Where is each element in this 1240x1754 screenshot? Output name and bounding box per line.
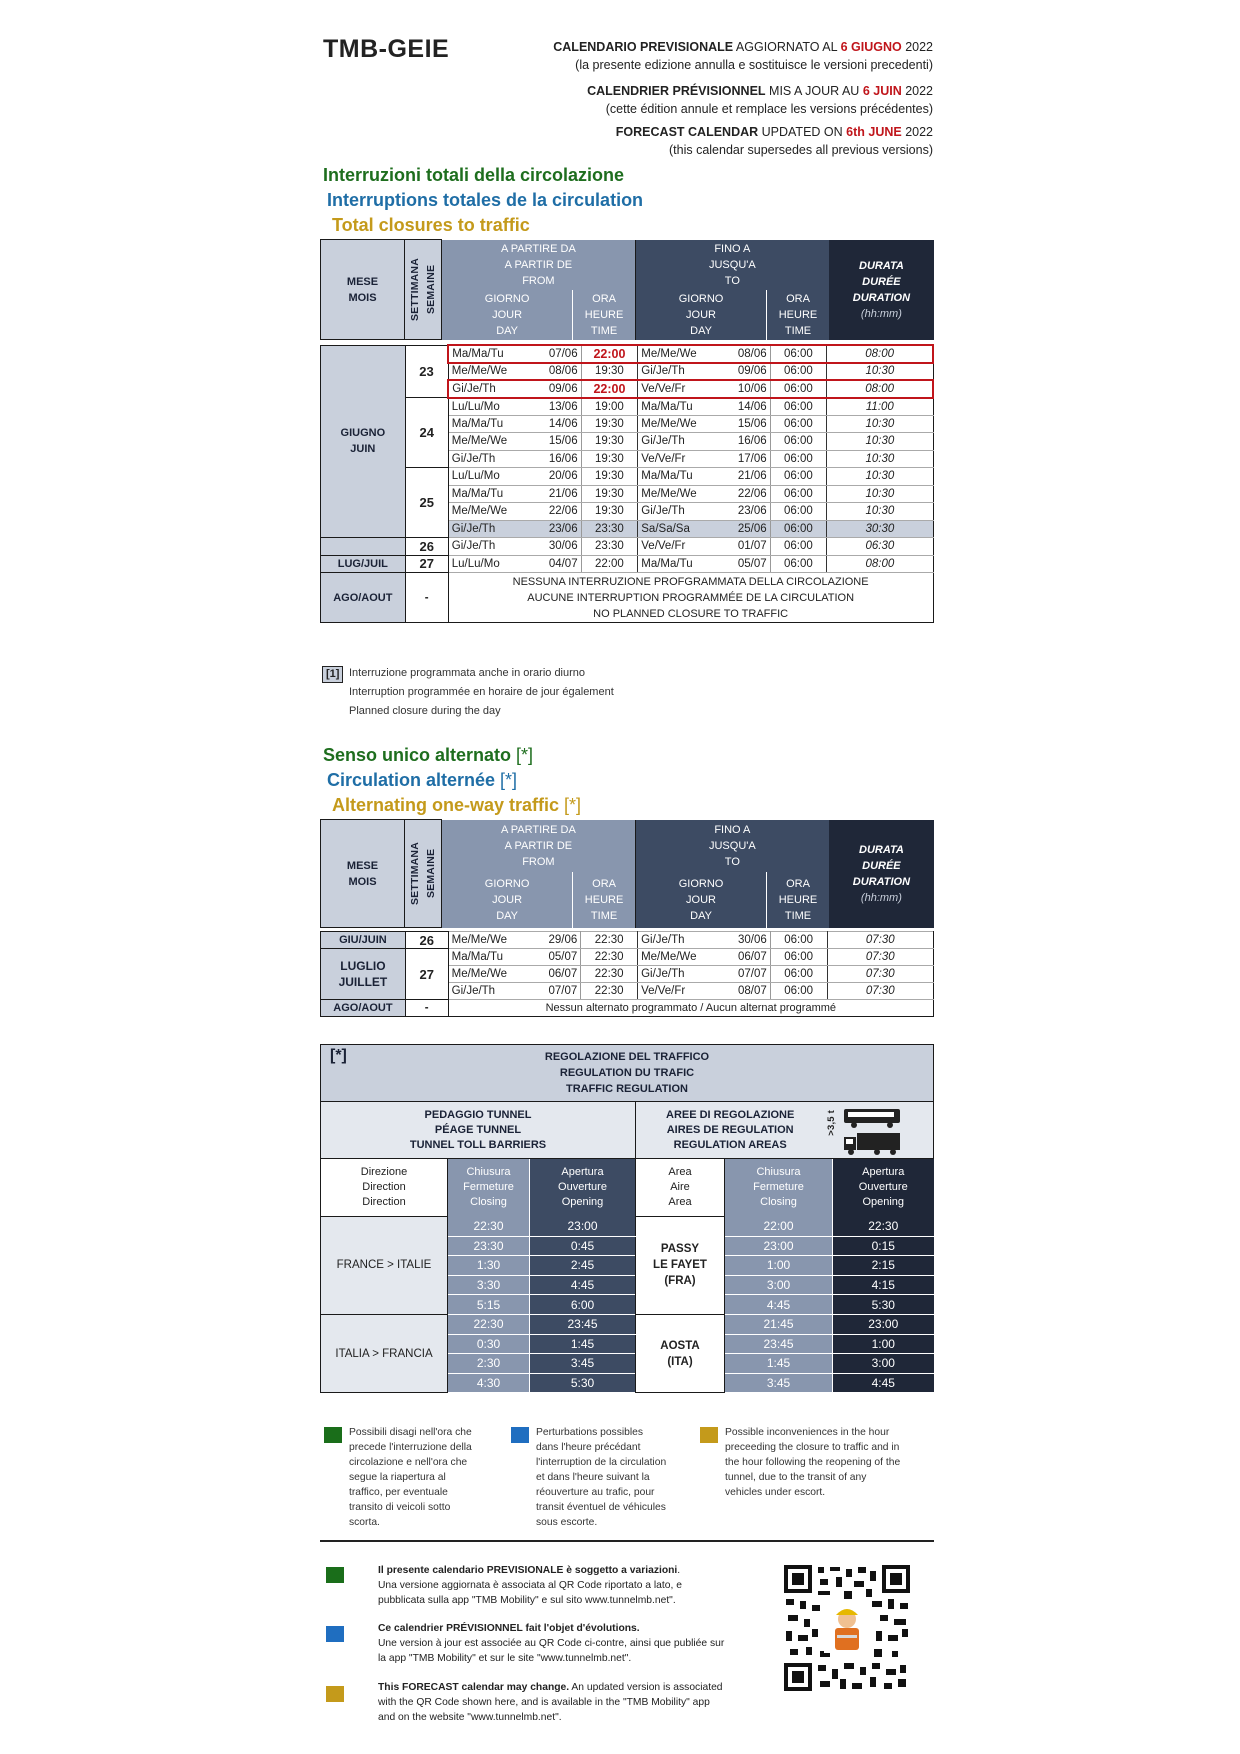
- to-date: 10/06: [714, 380, 770, 398]
- to-time: 06:00: [770, 966, 827, 983]
- header-en-sub: (this calendar supersedes all previous versions): [668, 143, 933, 157]
- col-from: A PARTIRE DA A PARTIR DE FROM: [441, 820, 635, 872]
- to-day: Gi/Je/Th: [638, 503, 714, 521]
- duration: 10:30: [827, 415, 933, 433]
- to-time: 06:00: [770, 450, 827, 468]
- area-closing: 21:45: [725, 1314, 833, 1334]
- from-day: Gi/Je/Th: [448, 538, 525, 556]
- duration: 08:00: [827, 345, 933, 363]
- august-note: NESSUNA INTERRUZIONE PROFGRAMMATA DELLA CIRCOLAZIONE AUCUNE INTERRUPTION PROGRAMMÉE DE LA CIRCULATION NO PLANNED CLOSURE TO TRAFFIC: [448, 573, 933, 623]
- weight-label: >3,5 t: [826, 1110, 837, 1136]
- to-time: 06:00: [770, 555, 827, 573]
- toll-opening: 3:45: [530, 1354, 636, 1374]
- to-time: 06:00: [770, 345, 827, 363]
- col-opening-toll: Apertura Ouverture Opening: [530, 1159, 636, 1217]
- from-day: Ma/Ma/Tu: [448, 949, 524, 966]
- area-label: AOSTA (ITA): [636, 1314, 725, 1392]
- toll-closing: 23:30: [448, 1236, 530, 1256]
- from-day: Gi/Je/Th: [448, 983, 524, 1000]
- to-date: 17/06: [714, 450, 770, 468]
- area-opening: 1:00: [833, 1334, 934, 1354]
- alternating-row: [321, 932, 934, 949]
- col-week: SETTIMANA SEMAINE: [405, 240, 442, 340]
- from-time: 22:30: [581, 949, 638, 966]
- closure-row: [321, 468, 934, 486]
- footer-en: This FORECAST calendar may change. An updated version is associated with the QR Code shown here, and is available in the "TMB Mobility" app and on the website "www.tunnelmb.net".: [378, 1682, 723, 1723]
- to-day: Ve/Ve/Fr: [638, 380, 714, 398]
- section2-title-en: Alternating one-way traffic [*]: [332, 795, 582, 815]
- to-time: 06:00: [770, 932, 827, 949]
- area-closing: 23:00: [725, 1236, 833, 1256]
- from-time: 19:30: [581, 415, 638, 433]
- area-closing: 22:00: [725, 1217, 833, 1237]
- to-date: 15/06: [714, 415, 770, 433]
- to-day: Ma/Ma/Tu: [638, 398, 714, 416]
- week-number: 27: [405, 949, 448, 1000]
- from-date: 07/07: [524, 983, 580, 1000]
- direction-label: FRANCE > ITALIE: [321, 1217, 448, 1315]
- to-day: Sa/Sa/Sa: [638, 520, 714, 538]
- col-to: FINO A JUSQU'A TO: [635, 240, 828, 290]
- from-date: 20/06: [525, 468, 581, 486]
- to-day: Me/Me/We: [638, 345, 714, 363]
- area-closing: 1:00: [725, 1256, 833, 1276]
- from-time: 19:00: [581, 398, 638, 416]
- from-time: 19:30: [581, 450, 638, 468]
- from-date: 05/07: [524, 949, 580, 966]
- area-closing: 3:00: [725, 1275, 833, 1295]
- duration: 07:30: [827, 949, 933, 966]
- header-it: CALENDARIO PREVISIONALE AGGIORNATO AL 6 GIUGNO 2022: [553, 40, 933, 54]
- regulation-row: [321, 1314, 934, 1334]
- duration: 10:30: [827, 363, 933, 381]
- area-label: PASSY LE FAYET (FRA): [636, 1217, 725, 1315]
- duration: 07:30: [827, 932, 933, 949]
- col-to-time: ORA HEURE TIME: [767, 872, 829, 928]
- blue-square-icon: [511, 1427, 529, 1443]
- from-time: 22:30: [581, 932, 638, 949]
- from-date: 08/06: [525, 363, 581, 381]
- to-time: 06:00: [770, 485, 827, 503]
- to-date: 09/06: [714, 363, 770, 381]
- to-time: 06:00: [770, 520, 827, 538]
- to-day: Ma/Ma/Tu: [638, 468, 714, 486]
- from-time: 22:00: [581, 345, 638, 363]
- regulation-title: REGOLAZIONE DEL TRAFFICO REGULATION DU TRAFIC TRAFFIC REGULATION: [544, 1051, 710, 1095]
- area-opening: 23:00: [833, 1314, 934, 1334]
- col-month: MESE MOIS: [321, 240, 405, 340]
- from-time: 19:30: [581, 485, 638, 503]
- toll-opening: 23:00: [530, 1217, 636, 1237]
- col-from-day: GIORNO JOUR DAY: [441, 290, 572, 340]
- area-opening: 4:15: [833, 1275, 934, 1295]
- to-date: 30/06: [714, 932, 770, 949]
- closure-row: [321, 345, 934, 363]
- toll-opening: 4:45: [530, 1275, 636, 1295]
- week-number: -: [405, 573, 448, 623]
- green-square-icon: [324, 1427, 342, 1443]
- col-from-time: ORA HEURE TIME: [573, 872, 636, 928]
- areas-label: AREE DI REGOLAZIONE AIRES DE REGULATION REGULATION AREAS: [666, 1109, 795, 1151]
- note1-en: Planned closure during the day: [349, 705, 501, 717]
- toll-closing: 2:30: [448, 1354, 530, 1374]
- from-date: 09/06: [525, 380, 581, 398]
- from-day: Gi/Je/Th: [448, 520, 525, 538]
- closures-table: [320, 344, 934, 623]
- closure-row: [321, 398, 934, 416]
- to-time: 06:00: [770, 468, 827, 486]
- toll-closing: 4:30: [448, 1373, 530, 1393]
- note1-tag: [1]: [322, 666, 343, 683]
- to-day: Ve/Ve/Fr: [638, 983, 714, 1000]
- section1-title-fr: Interruptions totales de la circulation: [327, 190, 644, 210]
- footer-it: Il presente calendario PREVISIONALE è soggetto a variazioni. Una versione aggiornata è associata al QR Code riportato a lato, e pubblicata sulla app "TMB Mobility" e sul sito www.tunnelmb.net".: [378, 1565, 682, 1606]
- header-en: FORECAST CALENDAR UPDATED ON 6th JUNE 2022: [615, 125, 933, 139]
- from-day: Gi/Je/Th: [448, 450, 525, 468]
- toll-opening: 2:45: [530, 1256, 636, 1276]
- to-day: Ma/Ma/Tu: [638, 555, 714, 573]
- col-from-day: GIORNO JOUR DAY: [441, 872, 572, 928]
- to-time: 06:00: [770, 380, 827, 398]
- area-closing: 1:45: [725, 1354, 833, 1374]
- area-closing: 23:45: [725, 1334, 833, 1354]
- to-day: Me/Me/We: [638, 485, 714, 503]
- col-opening-area: Apertura Ouverture Opening: [833, 1159, 934, 1217]
- week-number: 25: [405, 468, 448, 538]
- footer-fr: Ce calendrier PRÉVISIONNEL fait l'objet d'évolutions. Une version à jour est associée au QR Code ci-contre, ainsi que publiée sur la app "TMB Mobility" et sur le site "www.tunnelmb.net".: [378, 1623, 725, 1664]
- header-fr-sub: (cette édition annule et remplace les versions précédentes): [605, 102, 933, 116]
- from-date: 22/06: [525, 503, 581, 521]
- col-closing-area: Chiusura Fermeture Closing: [725, 1159, 833, 1217]
- regulation-mark: [*]: [330, 1047, 347, 1064]
- alternating-table: [320, 931, 934, 1017]
- from-date: 13/06: [525, 398, 581, 416]
- from-day: Me/Me/We: [448, 966, 524, 983]
- regulation-row: [321, 1217, 934, 1237]
- area-opening: 4:45: [833, 1373, 934, 1393]
- toll-closing: 5:15: [448, 1295, 530, 1315]
- to-date: 25/06: [714, 520, 770, 538]
- closure-row: [321, 555, 934, 573]
- to-day: Me/Me/We: [638, 949, 714, 966]
- toll-header: PEDAGGIO TUNNEL PÉAGE TUNNEL TUNNEL TOLL BARRIERS: [321, 1102, 636, 1159]
- from-time: 22:30: [581, 983, 638, 1000]
- to-date: 14/06: [714, 398, 770, 416]
- col-area: Area Aire Area: [636, 1159, 725, 1217]
- area-closing: 3:45: [725, 1373, 833, 1393]
- section2-title-fr: Circulation alternée [*]: [327, 770, 518, 790]
- to-day: Ve/Ve/Fr: [638, 538, 714, 556]
- from-date: 30/06: [525, 538, 581, 556]
- toll-opening: 0:45: [530, 1236, 636, 1256]
- alternating-table-header: [320, 819, 934, 928]
- to-date: 05/07: [714, 555, 770, 573]
- to-time: 06:00: [770, 983, 827, 1000]
- duration: 07:30: [827, 983, 933, 1000]
- section1-title-en: Total closures to traffic: [332, 215, 530, 235]
- alternating-row-august: [321, 1000, 934, 1017]
- gold-square-icon: [700, 1427, 718, 1443]
- section2-title-it: Senso unico alternato [*]: [323, 745, 534, 765]
- from-date: 04/07: [525, 555, 581, 573]
- note1-it: Interruzione programmata anche in orario diurno: [349, 667, 586, 679]
- col-duration: DURATA DURÉE DURATION (hh:mm): [829, 820, 934, 928]
- from-day: Ma/Ma/Tu: [448, 415, 525, 433]
- duration: 10:30: [827, 433, 933, 451]
- gold-square-icon: [326, 1686, 344, 1702]
- month-july: LUGLIO JUILLET: [321, 949, 406, 1000]
- to-date: 23/06: [714, 503, 770, 521]
- col-from: A PARTIRE DA A PARTIR DE FROM: [441, 240, 635, 290]
- month-june: GIUGNO JUIN: [321, 345, 406, 538]
- to-time: 06:00: [770, 398, 827, 416]
- duration: 10:30: [827, 485, 933, 503]
- to-date: 21/06: [714, 468, 770, 486]
- to-time: 06:00: [770, 363, 827, 381]
- to-date: 06/07: [714, 949, 770, 966]
- col-closing-toll: Chiusura Fermeture Closing: [448, 1159, 530, 1217]
- to-time: 06:00: [770, 433, 827, 451]
- from-day: Gi/Je/Th: [448, 380, 525, 398]
- week-number: 27: [405, 555, 448, 573]
- toll-closing: 22:30: [448, 1217, 530, 1237]
- duration: 30:30: [827, 520, 933, 538]
- to-date: 08/06: [714, 345, 770, 363]
- green-square-icon: [326, 1567, 344, 1583]
- col-direction: Direzione Direction Direction: [321, 1159, 448, 1217]
- closure-row-august: [321, 573, 934, 623]
- col-to-time: ORA HEURE TIME: [767, 290, 829, 340]
- from-day: Ma/Ma/Tu: [448, 485, 525, 503]
- from-date: 21/06: [525, 485, 581, 503]
- to-time: 06:00: [770, 503, 827, 521]
- month-june: GIU/JUIN: [321, 932, 406, 949]
- to-time: 06:00: [770, 415, 827, 433]
- toll-opening: 1:45: [530, 1334, 636, 1354]
- month-june-tail: [321, 538, 406, 556]
- to-date: 08/07: [714, 983, 770, 1000]
- month-july: LUG/JUIL: [321, 555, 406, 573]
- toll-closing: 3:30: [448, 1275, 530, 1295]
- to-date: 22/06: [714, 485, 770, 503]
- warning-fr: Perturbations possibles dans l'heure précédant l'interruption de la circulation et dans l'heure suivant la réouverture au trafic, pour transit éventuel de véhicules sous escorte.: [536, 1427, 667, 1528]
- blue-square-icon: [326, 1626, 344, 1642]
- to-day: Gi/Je/Th: [638, 433, 714, 451]
- week-number: 26: [405, 538, 448, 556]
- section1-title-it: Interruzioni totali della circolazione: [323, 165, 625, 185]
- from-day: Me/Me/We: [448, 932, 524, 949]
- to-time: 06:00: [770, 949, 827, 966]
- from-day: Lu/Lu/Mo: [448, 468, 525, 486]
- to-day: Gi/Je/Th: [638, 932, 714, 949]
- from-day: Me/Me/We: [448, 433, 525, 451]
- truck-bus-icon: [841, 1106, 905, 1156]
- header-it-sub: (la presente edizione annulla e sostituisce le versioni precedenti): [575, 58, 933, 72]
- areas-header: [636, 1102, 934, 1159]
- to-day: Me/Me/We: [638, 415, 714, 433]
- duration: 10:30: [827, 468, 933, 486]
- to-date: 07/07: [714, 966, 770, 983]
- note1-fr: Interruption programmée en horaire de jour également: [349, 686, 614, 698]
- duration: 10:30: [827, 503, 933, 521]
- area-opening: 5:30: [833, 1295, 934, 1315]
- from-day: Me/Me/We: [448, 503, 525, 521]
- toll-opening: 5:30: [530, 1373, 636, 1393]
- closures-table-header: [320, 239, 934, 340]
- from-time: 19:30: [581, 468, 638, 486]
- closure-row: [321, 538, 934, 556]
- week-number: 26: [405, 932, 448, 949]
- col-week: SETTIMANA SEMAINE: [405, 820, 442, 928]
- from-date: 29/06: [524, 932, 580, 949]
- duration: 08:00: [827, 380, 933, 398]
- area-opening: 0:15: [833, 1236, 934, 1256]
- from-time: 22:30: [581, 966, 638, 983]
- from-time: 22:00: [581, 380, 638, 398]
- area-opening: 2:15: [833, 1256, 934, 1276]
- from-time: 23:30: [581, 538, 638, 556]
- month-august: AGO/AOUT: [321, 1000, 406, 1017]
- from-time: 22:00: [581, 555, 638, 573]
- toll-closing: 1:30: [448, 1256, 530, 1276]
- alternating-row: [321, 949, 934, 966]
- from-date: 15/06: [525, 433, 581, 451]
- to-time: 06:00: [770, 538, 827, 556]
- col-to-day: GIORNO JOUR DAY: [635, 872, 766, 928]
- duration: 08:00: [827, 555, 933, 573]
- to-day: Gi/Je/Th: [638, 363, 714, 381]
- to-day: Ve/Ve/Fr: [638, 450, 714, 468]
- from-date: 07/06: [525, 345, 581, 363]
- col-from-time: ORA HEURE TIME: [573, 290, 636, 340]
- week-number: 24: [405, 398, 448, 468]
- from-date: 23/06: [525, 520, 581, 538]
- august-note: Nessun alternato programmato / Aucun alternat programmé: [448, 1000, 933, 1017]
- warning-en: Possible inconveniences in the hour preceeding the closure to traffic and in the hour following the reopening of the tunnel, due to the transit of any vehicles under escort.: [725, 1427, 901, 1498]
- from-day: Me/Me/We: [448, 363, 525, 381]
- toll-closing: 22:30: [448, 1314, 530, 1334]
- header-fr: CALENDRIER PRÉVISIONNEL MIS A JOUR AU 6 JUIN 2022: [587, 84, 933, 98]
- from-time: 19:30: [581, 503, 638, 521]
- toll-closing: 0:30: [448, 1334, 530, 1354]
- col-to: FINO A JUSQU'A TO: [635, 820, 828, 872]
- week-number: -: [405, 1000, 448, 1017]
- brand-logo-text: TMB-GEIE: [323, 35, 450, 63]
- area-closing: 4:45: [725, 1295, 833, 1315]
- area-opening: 3:00: [833, 1354, 934, 1374]
- warning-it: Possibili disagi nell'ora che precede l'interruzione della circolazione e nell'ora che segue la riapertura al traffico, per eventuale transito di veicoli sotto scorta.: [349, 1427, 472, 1528]
- month-august: AGO/AOUT: [321, 573, 406, 623]
- regulation-table: [320, 1044, 934, 1393]
- area-opening: 22:30: [833, 1217, 934, 1237]
- to-date: 01/07: [714, 538, 770, 556]
- duration: 06:30: [827, 538, 933, 556]
- duration: 11:00: [827, 398, 933, 416]
- duration: 10:30: [827, 450, 933, 468]
- week-number: 23: [405, 345, 448, 398]
- from-date: 16/06: [525, 450, 581, 468]
- from-date: 06/07: [524, 966, 580, 983]
- from-day: Lu/Lu/Mo: [448, 555, 525, 573]
- from-time: 23:30: [581, 520, 638, 538]
- from-time: 19:30: [581, 433, 638, 451]
- col-to-day: GIORNO JOUR DAY: [635, 290, 766, 340]
- from-date: 14/06: [525, 415, 581, 433]
- from-day: Ma/Ma/Tu: [448, 345, 525, 363]
- col-duration: DURATA DURÉE DURATION (hh:mm): [829, 240, 934, 340]
- regulation-title-cell: [321, 1045, 934, 1102]
- toll-opening: 6:00: [530, 1295, 636, 1315]
- from-time: 19:30: [581, 363, 638, 381]
- col-month: MESE MOIS: [321, 820, 405, 928]
- to-date: 16/06: [714, 433, 770, 451]
- qr-code-icon[interactable]: [784, 1565, 910, 1691]
- direction-label: ITALIA > FRANCIA: [321, 1314, 448, 1392]
- duration: 07:30: [827, 966, 933, 983]
- divider: [320, 1540, 934, 1542]
- toll-opening: 23:45: [530, 1314, 636, 1334]
- from-day: Lu/Lu/Mo: [448, 398, 525, 416]
- to-day: Gi/Je/Th: [638, 966, 714, 983]
